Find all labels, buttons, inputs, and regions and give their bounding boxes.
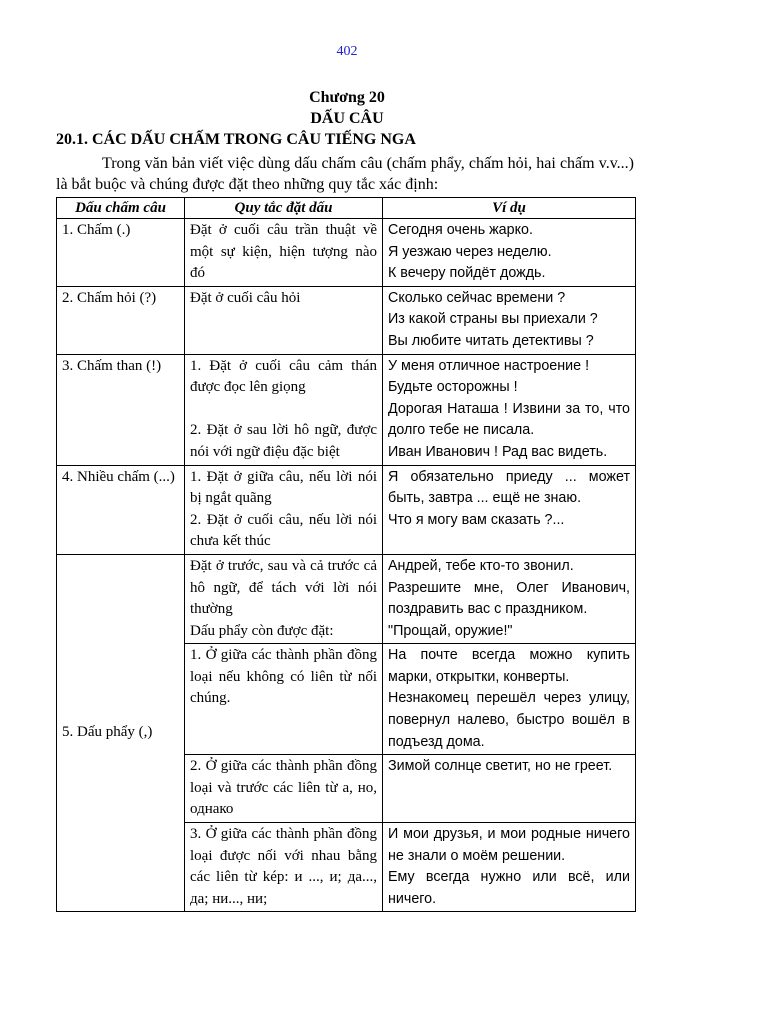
example-text: Зимой солнце светит, но не греет. xyxy=(388,758,613,775)
rule-text: Dấu phẩy còn được đặt: xyxy=(190,622,334,639)
rule-cell xyxy=(185,286,383,354)
mark-cell: 4. Nhiều chấm (...) xyxy=(57,465,185,554)
example-text: Иван Иванович ! Рад вас видеть. xyxy=(388,443,608,460)
rule-cell xyxy=(185,823,383,912)
example-text: Ему всегда нужно или всё, или ничего. xyxy=(388,869,630,907)
rule-text: 3. Ở giữa các thành phần đồng loại được nối với nhau bằng các liên từ kép: и ..., и; да..., да; ни..., ни; xyxy=(190,826,377,907)
example-text: "Прощай, оружие!" xyxy=(388,622,513,639)
page-number: 402 xyxy=(336,44,358,59)
example-text: К вечеру пойдёт дождь. xyxy=(388,265,546,282)
example-text: Вы любите читать детективы ? xyxy=(388,332,594,349)
table-row xyxy=(57,219,636,287)
example-text: Будьте осторожны ! xyxy=(388,379,518,396)
rule-text: Đặt ở cuối câu trần thuật về một sự kiện, hiện tượng nào đó xyxy=(190,222,377,282)
intro-text: Trong văn bản viết việc dùng dấu chấm câu (chấm phẩy, chấm hỏi, hai chấm v.v...) là bắt buộc và chúng được đặt theo những quy tắc xác định: xyxy=(56,155,634,193)
mark-cell: 3. Chấm than (!) xyxy=(57,354,185,465)
example-cell xyxy=(383,286,636,354)
mark-cell: 5. Dấu phẩy (,) xyxy=(57,554,185,912)
rule-cell xyxy=(185,644,383,755)
table-row xyxy=(57,286,636,354)
punctuation-table xyxy=(56,197,636,912)
mark-cell: 2. Chấm hỏi (?) xyxy=(57,286,185,354)
example-cell xyxy=(383,465,636,554)
rule-text: 1. Ở giữa các thành phần đồng loại nếu không có liên từ nối chúng. xyxy=(190,647,377,707)
rule-text: Đặt ở cuối câu hỏi xyxy=(190,289,301,306)
example-text: Сколько сейчас времени ? xyxy=(388,289,566,306)
rule-text: 2. Đặt ở cuối câu, nếu lời nói chưa kết thúc xyxy=(190,511,377,550)
example-text: Что я могу вам сказать ?... xyxy=(388,511,565,528)
chapter-subtitle: DẤU CÂU xyxy=(310,110,384,127)
chapter-title: Chương 20 xyxy=(309,89,385,106)
example-cell xyxy=(383,755,636,823)
rule-text: 2. Ở giữa các thành phần đồng loại và trước các liên từ а, но, однако xyxy=(190,758,377,818)
example-text: Андрей, тебе кто-то звонил. xyxy=(388,557,574,574)
rule-text: 1. Đặt ở cuối câu cảm thán được đọc lên giọng xyxy=(190,357,377,396)
intro-paragraph xyxy=(56,153,634,195)
mark-cell: 1. Chấm (.) xyxy=(57,219,185,287)
example-cell xyxy=(383,823,636,912)
example-text: И мои друзья, и мои родные ничего не знали о моём решении. xyxy=(388,826,630,864)
table-header-row xyxy=(57,198,636,219)
example-cell xyxy=(383,354,636,465)
rule-text: Đặt ở trước, sau và cả trước cả hô ngữ, để tách với lời nói thường xyxy=(190,557,377,618)
example-text: Разрешите мне, Олег Иванович, поздравить вас с праздником. xyxy=(388,579,630,618)
table-row xyxy=(57,465,636,554)
rule-cell xyxy=(185,755,383,823)
rule-cell xyxy=(185,219,383,287)
example-text: У меня отличное настроение ! xyxy=(388,357,590,374)
example-cell xyxy=(383,219,636,287)
rule-text: 2. Đặt ở sau lời hô ngữ, được nói với ngữ điệu đặc biệt xyxy=(190,422,377,460)
rule-cell xyxy=(185,354,383,465)
rule-cell xyxy=(185,465,383,554)
header-mark: Dấu chấm câu xyxy=(57,198,185,219)
example-text: Незнакомец перешёл через улицу, повернул налево, быстро вошёл в подъезд дома. xyxy=(388,690,630,750)
header-rule: Quy tắc đặt dấu xyxy=(185,198,383,219)
section-heading: 20.1. CÁC DẤU CHẤM TRONG CÂU TIẾNG NGA xyxy=(56,131,416,148)
example-text: Я уезжаю через неделю. xyxy=(388,243,552,260)
example-text: Сегодня очень жарко. xyxy=(388,222,533,238)
header-example: Ví dụ xyxy=(383,198,636,219)
example-text: Из какой страны вы приехали ? xyxy=(388,311,598,328)
chapter-heading xyxy=(0,87,694,129)
rule-text: 1. Đặt ở giữa câu, nếu lời nói bị ngắt quãng xyxy=(190,468,377,507)
example-text: Я обязательно приеду ... может быть, завтра ... ещё не знаю. xyxy=(388,468,630,507)
rule-cell xyxy=(185,554,383,643)
table-row xyxy=(57,554,636,643)
example-cell xyxy=(383,644,636,755)
example-text: Дорогая Наташа ! Извини за то, что долго тебе не писала. xyxy=(388,400,630,439)
example-text: На почте всегда можно купить марки, открытки, конверты. xyxy=(388,647,630,685)
table-row xyxy=(57,354,636,465)
example-cell xyxy=(383,554,636,643)
